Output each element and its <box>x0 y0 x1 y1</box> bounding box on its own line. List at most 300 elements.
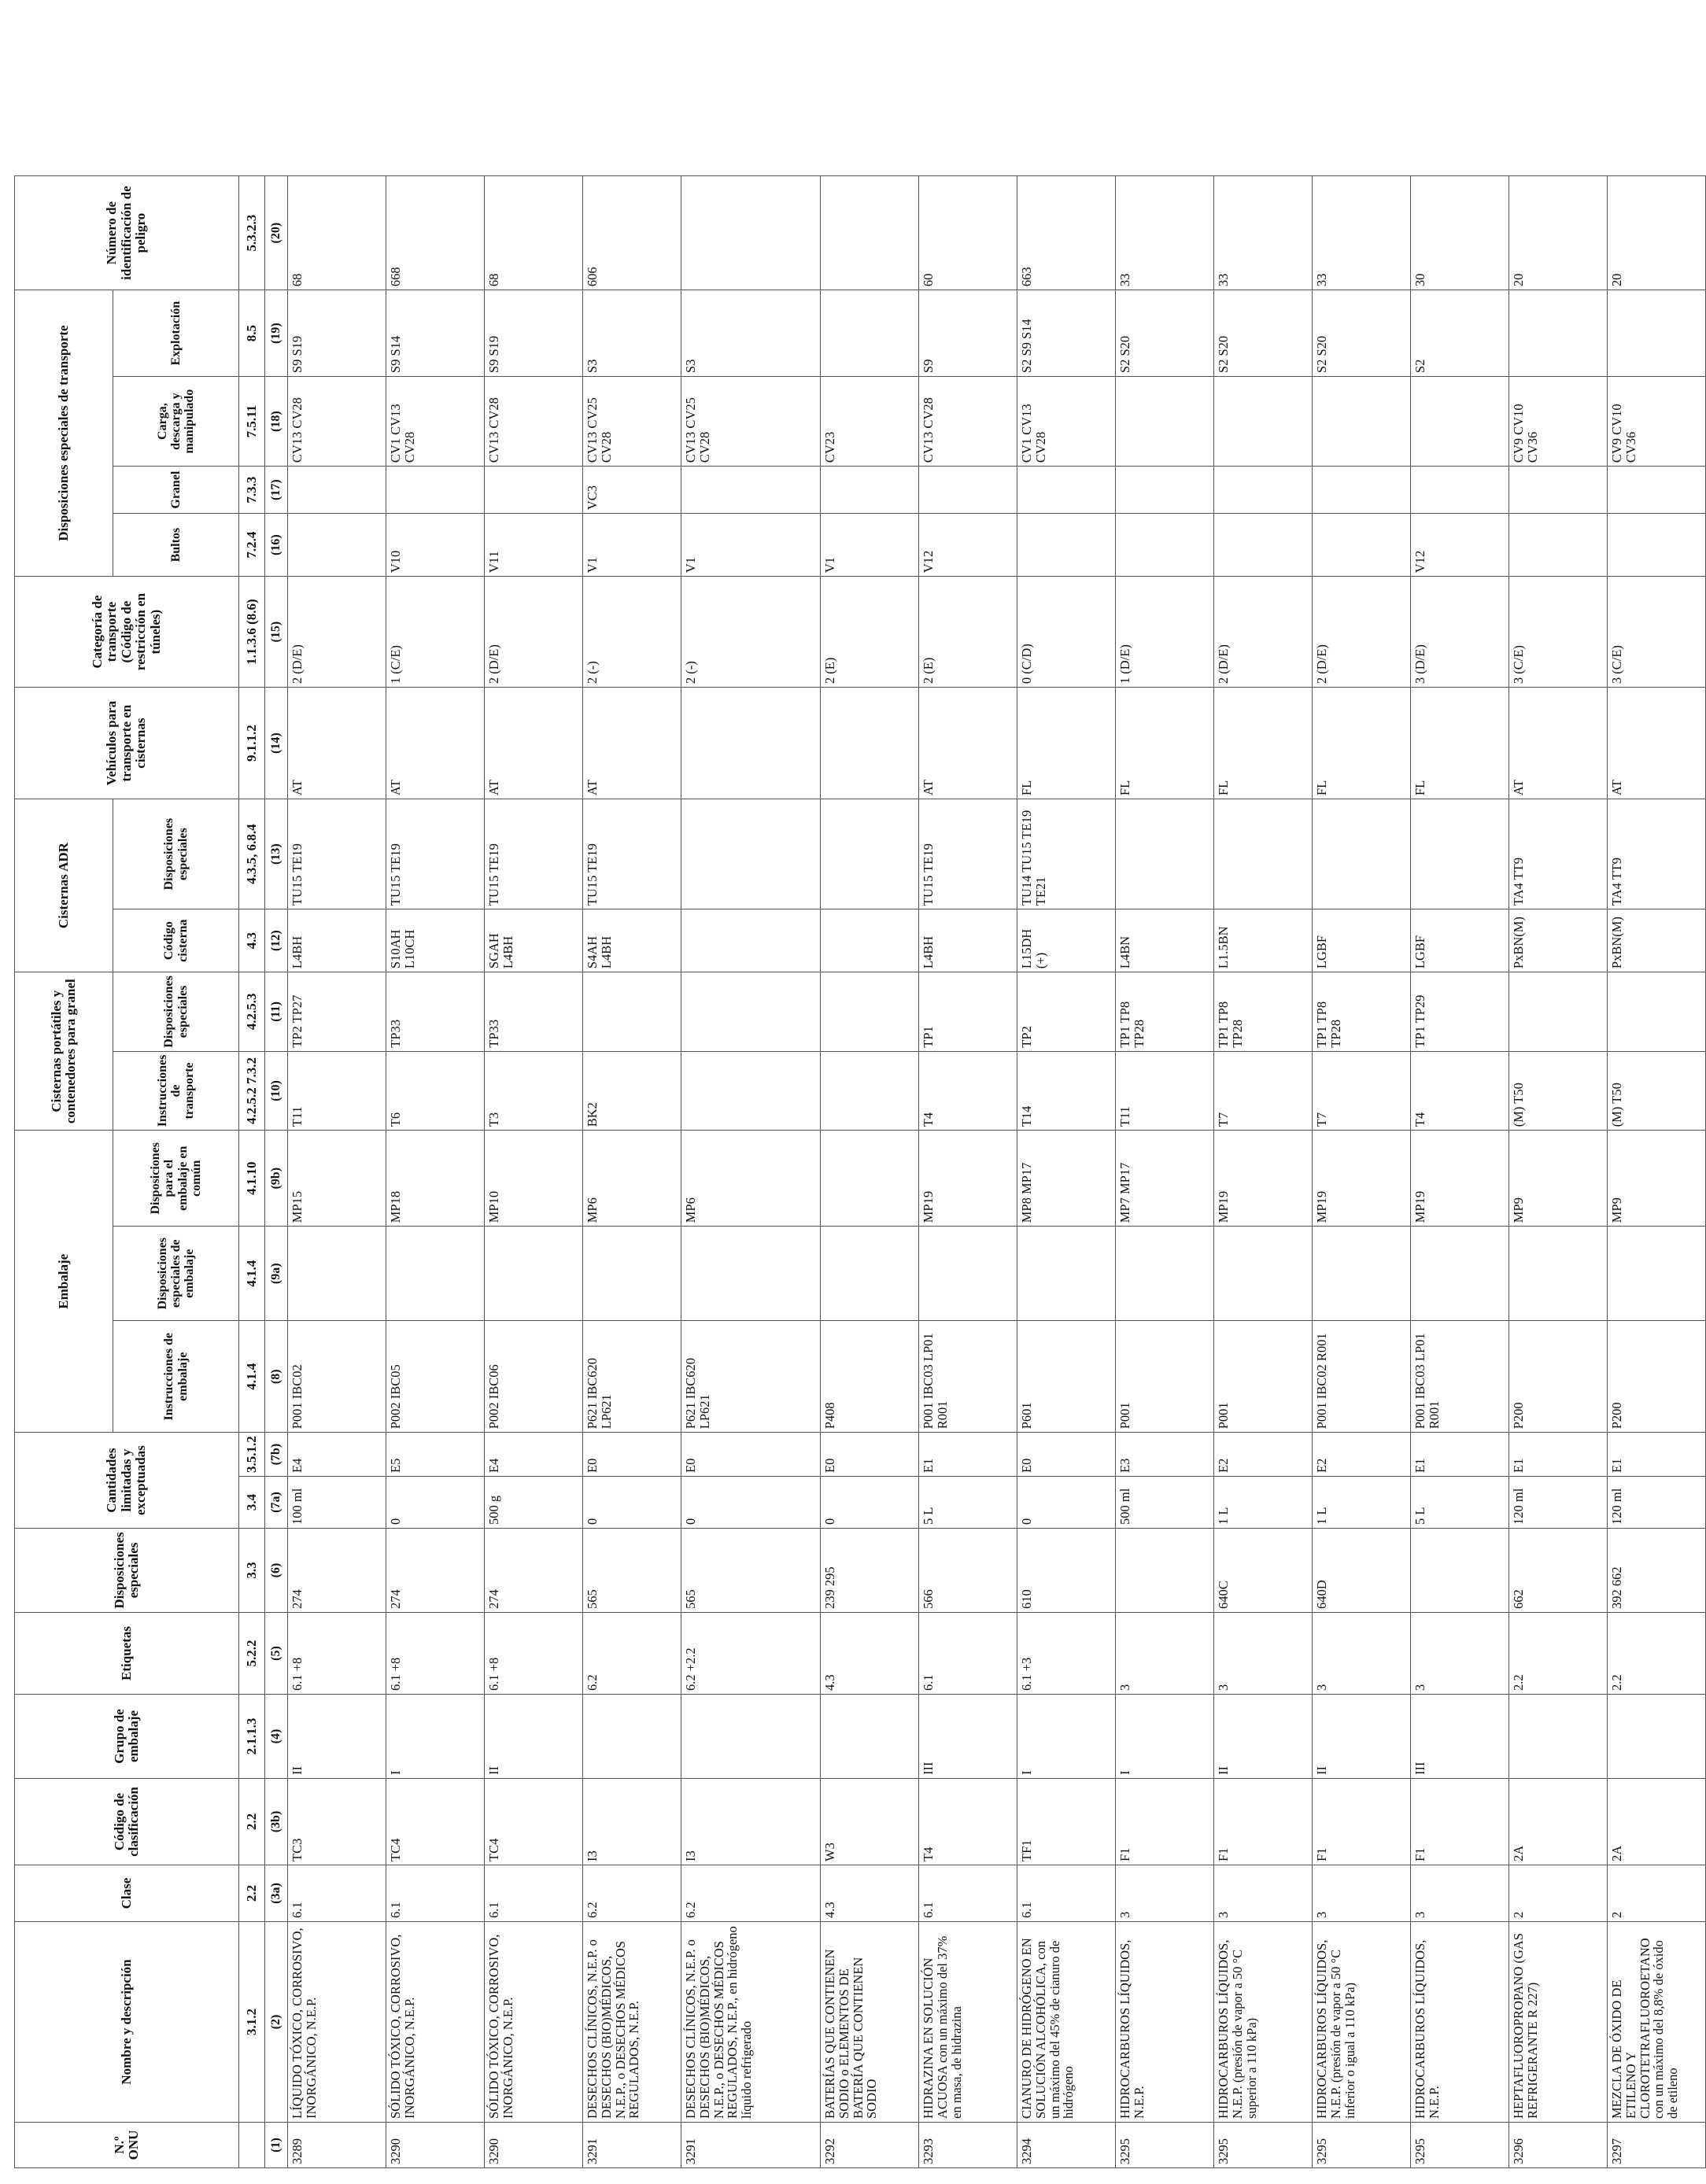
cell-onu: 3296 <box>1509 2123 1608 2168</box>
colnum-cell-onu: (1) <box>265 2123 288 2168</box>
cell-comun: MP18 <box>386 1131 485 1227</box>
cell-comun: MP7 MP17 <box>1116 1131 1214 1227</box>
cell-dispcist <box>1313 799 1411 909</box>
cell-codcist: PxBN(M) <box>1509 909 1608 972</box>
table-row <box>288 176 386 2168</box>
col-header-peligro: Número de identificación de peligro <box>15 176 239 290</box>
cell-exc: E4 <box>485 1433 583 1477</box>
col-header-instrucciones-embalaje: Instrucciones de embalaje <box>113 1321 239 1433</box>
cell-codcist <box>681 909 821 972</box>
cell-instemb: P001 IBC02 R001 <box>1313 1321 1411 1433</box>
cell-granel <box>1411 467 1509 514</box>
cell-carga <box>1214 377 1313 467</box>
cell-bultos: V1 <box>681 514 821 577</box>
cell-lim: 500 ml <box>1116 1477 1214 1529</box>
cell-instemb: P621 IBC620 LP621 <box>583 1321 681 1433</box>
cell-dispcp <box>583 972 681 1052</box>
cell-bultos: V12 <box>919 514 1017 577</box>
cell-grupo: I <box>1017 1695 1116 1779</box>
col-header-vehiculos: Vehículos para transporte en cisternas <box>15 688 239 799</box>
cell-comun: MP19 <box>1411 1131 1509 1227</box>
cell-dispcp <box>821 972 919 1052</box>
cell-codigo: F1 <box>1116 1779 1214 1865</box>
cell-insttr: (M) T50 <box>1509 1051 1608 1131</box>
cell-grupo: I <box>1116 1695 1214 1779</box>
cell-lim: 5 L <box>1411 1477 1509 1529</box>
cell-etiquetas: 6.2 +2.2 <box>681 1613 821 1695</box>
group-header-embalaje: Embalaje <box>15 1131 113 1433</box>
cell-granel <box>1608 467 1706 514</box>
cell-explot <box>821 290 919 377</box>
cell-dispesp: 565 <box>583 1529 681 1613</box>
cell-etiquetas: 6.2 <box>583 1613 681 1695</box>
cell-insttr <box>821 1051 919 1131</box>
cell-insttr: T4 <box>919 1051 1017 1131</box>
cell-bultos: V11 <box>485 514 583 577</box>
cell-clase: 6.2 <box>583 1865 681 1922</box>
cell-carga: CV13 CV28 <box>919 377 1017 467</box>
cell-etiquetas: 6.1 +3 <box>1017 1613 1116 1695</box>
cell-dispemb <box>288 1227 386 1321</box>
cell-insttr: T7 <box>1313 1051 1411 1131</box>
cell-vehic: AT <box>1509 688 1608 799</box>
cell-dispesp: 662 <box>1509 1529 1608 1613</box>
cell-bultos <box>288 514 386 577</box>
cell-granel <box>288 467 386 514</box>
cell-codcist: S4AH L4BH <box>583 909 681 972</box>
reference-row <box>239 176 265 2168</box>
cell-categ: 3 (C/E) <box>1608 577 1706 688</box>
cell-etiquetas: 6.1 +8 <box>485 1613 583 1695</box>
cell-etiquetas: 2.2 <box>1509 1613 1608 1695</box>
cell-insttr: (M) T50 <box>1608 1051 1706 1131</box>
colnum-cell-exc: (7b) <box>265 1433 288 1477</box>
cell-codcist: L15DH (+) <box>1017 909 1116 972</box>
cell-explot: S9 <box>919 290 1017 377</box>
ref-cell-codcist: 4.3 <box>239 909 265 972</box>
cell-bultos <box>1313 514 1411 577</box>
cell-onu: 3293 <box>919 2123 1017 2168</box>
cell-vehic: AT <box>288 688 386 799</box>
table-row <box>919 176 1017 2168</box>
group-header-cisternas-adr: Cisternas ADR <box>15 799 113 972</box>
cell-dispcist: TA4 TT9 <box>1509 799 1608 909</box>
cell-dispesp: 392 662 <box>1608 1529 1706 1613</box>
cell-bultos <box>1214 514 1313 577</box>
cell-lim: 0 <box>681 1477 821 1529</box>
cell-bultos: V10 <box>386 514 485 577</box>
cell-nombre: MEZCLA DE ÓXIDO DE ETILENO Y CLOROTETRAFLUOROETANO con un máximo del 8,8% de óxido de etileno <box>1608 1922 1706 2123</box>
cell-dispcp <box>1509 972 1608 1052</box>
cell-dispemb <box>681 1227 821 1321</box>
cell-codigo: TC4 <box>485 1779 583 1865</box>
cell-grupo <box>1608 1695 1706 1779</box>
cell-carga: CV23 <box>821 377 919 467</box>
cell-peligro: 668 <box>386 176 485 290</box>
cell-peligro: 20 <box>1509 176 1608 290</box>
cell-lim: 0 <box>386 1477 485 1529</box>
cell-codigo: T4 <box>919 1779 1017 1865</box>
cell-peligro: 33 <box>1116 176 1214 290</box>
col-header-codigo-cisterna: Código cisterna <box>113 909 239 972</box>
cell-etiquetas: 3 <box>1313 1613 1411 1695</box>
cell-instemb: P621 IBC620 LP621 <box>681 1321 821 1433</box>
cell-carga <box>1411 377 1509 467</box>
cell-categ: 2 (D/E) <box>288 577 386 688</box>
cell-dispcp: TP2 TP27 <box>288 972 386 1052</box>
cell-granel <box>1214 467 1313 514</box>
cell-dispesp <box>1411 1529 1509 1613</box>
cell-lim: 120 ml <box>1608 1477 1706 1529</box>
ref-cell-grupo: 2.1.1.3 <box>239 1695 265 1779</box>
cell-etiquetas: 3 <box>1214 1613 1313 1695</box>
cell-vehic: FL <box>1214 688 1313 799</box>
cell-nombre: DESECHOS CLÍNICOS, N.E.P. o DESECHOS (BIO)MÉDICOS, N.E.P., o DESECHOS MÉDICOS REGULADOS, N.E.P., en hidrógeno líquido refrigerado <box>681 1922 821 2123</box>
cell-exc: E5 <box>386 1433 485 1477</box>
cell-insttr: T6 <box>386 1051 485 1131</box>
cell-nombre: HIDRAZINA EN SOLUCIÓN ACUOSA con un máximo del 37% en masa, de hidrazina <box>919 1922 1017 2123</box>
cell-vehic: AT <box>583 688 681 799</box>
cell-lim: 100 ml <box>288 1477 386 1529</box>
cell-dispesp: 640C <box>1214 1529 1313 1613</box>
cell-vehic: FL <box>1017 688 1116 799</box>
column-number-row <box>265 176 288 2168</box>
cell-vehic: AT <box>1608 688 1706 799</box>
cell-clase: 6.1 <box>485 1865 583 1922</box>
cell-explot: S3 <box>583 290 681 377</box>
cell-granel <box>821 467 919 514</box>
colnum-cell-dispcp: (11) <box>265 972 288 1052</box>
cell-categ: 1 (D/E) <box>1116 577 1214 688</box>
cell-nombre: HIDROCARBUROS LÍQUIDOS, N.E.P. (presión de vapor a 50 °C superior a 110 kPa) <box>1214 1922 1313 2123</box>
cell-clase: 4.3 <box>821 1865 919 1922</box>
cell-clase: 6.1 <box>1017 1865 1116 1922</box>
cell-onu: 3295 <box>1411 2123 1509 2168</box>
ref-cell-dispemb: 4.1.4 <box>239 1227 265 1321</box>
cell-grupo <box>821 1695 919 1779</box>
cell-nombre: SÓLIDO TÓXICO, CORROSIVO, INORGÁNICO, N.E.P. <box>485 1922 583 2123</box>
table-row <box>1608 176 1706 2168</box>
cell-dispesp: 610 <box>1017 1529 1116 1613</box>
ref-cell-explot: 8.5 <box>239 290 265 377</box>
cell-lim: 0 <box>1017 1477 1116 1529</box>
cell-codigo: I3 <box>681 1779 821 1865</box>
cell-exc: E1 <box>1608 1433 1706 1477</box>
cell-etiquetas: 3 <box>1116 1613 1214 1695</box>
col-header-codigo: Código de clasificación <box>15 1779 239 1865</box>
cell-nombre: BATERÍAS QUE CONTIENEN SODIO o ELEMENTOS DE BATERÍA QUE CONTIENEN SODIO <box>821 1922 919 2123</box>
table-row <box>1017 176 1116 2168</box>
cell-granel: VC3 <box>583 467 681 514</box>
colnum-cell-comun: (9b) <box>265 1131 288 1227</box>
colnum-cell-peligro: (20) <box>265 176 288 290</box>
cell-comun: MP9 <box>1608 1131 1706 1227</box>
colnum-cell-codigo: (3b) <box>265 1779 288 1865</box>
cell-etiquetas: 6.1 <box>919 1613 1017 1695</box>
cell-clase: 6.2 <box>681 1865 821 1922</box>
cell-nombre: LÍQUIDO TÓXICO, CORROSIVO, INORGÁNICO, N.E.P. <box>288 1922 386 2123</box>
cell-codcist: L4BH <box>919 909 1017 972</box>
colnum-cell-vehic: (14) <box>265 688 288 799</box>
cell-nombre: CIANURO DE HIDRÓGENO EN SOLUCIÓN ALCOHÓLICA, con un máximo del 45% de cianuro de hidrógeno <box>1017 1922 1116 2123</box>
cell-dispesp: 565 <box>681 1529 821 1613</box>
cell-codigo: TF1 <box>1017 1779 1116 1865</box>
cell-comun: MP9 <box>1509 1131 1608 1227</box>
col-header-cantidades: Cantidades limitadas y exceptuadas <box>15 1433 239 1529</box>
cell-codcist: SGAH L4BH <box>485 909 583 972</box>
cell-codigo: 2A <box>1608 1779 1706 1865</box>
table-row <box>821 176 919 2168</box>
cell-lim: 120 ml <box>1509 1477 1608 1529</box>
ref-cell-nombre: 3.1.2 <box>239 1922 265 2123</box>
cell-onu: 3290 <box>485 2123 583 2168</box>
cell-dispemb <box>386 1227 485 1321</box>
cell-grupo: II <box>1313 1695 1411 1779</box>
ref-cell-clase: 2.2 <box>239 1865 265 1922</box>
cell-exc: E1 <box>1509 1433 1608 1477</box>
cell-onu: 3295 <box>1116 2123 1214 2168</box>
cell-dispcist <box>1214 799 1313 909</box>
col-header-disp-esp-embalaje: Disposiciones especiales de embalaje <box>113 1227 239 1321</box>
cell-dispcp: TP33 <box>485 972 583 1052</box>
cell-etiquetas: 3 <box>1411 1613 1509 1695</box>
ref-cell-dispcp: 4.2.5.3 <box>239 972 265 1052</box>
cell-vehic: AT <box>919 688 1017 799</box>
colnum-cell-dispesp: (6) <box>265 1529 288 1613</box>
colnum-cell-dispemb: (9a) <box>265 1227 288 1321</box>
cell-dispesp: 566 <box>919 1529 1017 1613</box>
cell-instemb: P001 IBC02 <box>288 1321 386 1433</box>
cell-bultos: V12 <box>1411 514 1509 577</box>
cell-carga <box>1313 377 1411 467</box>
cell-dispcp: TP1 TP8 TP28 <box>1214 972 1313 1052</box>
cell-onu: 3295 <box>1214 2123 1313 2168</box>
cell-dispcist: TU15 TE19 <box>919 799 1017 909</box>
cell-clase: 3 <box>1411 1865 1509 1922</box>
cell-lim: 1 L <box>1313 1477 1411 1529</box>
cell-explot <box>1608 290 1706 377</box>
cell-exc: E1 <box>1411 1433 1509 1477</box>
cell-exc: E0 <box>681 1433 821 1477</box>
col-header-grupo: Grupo de embalaje <box>15 1695 239 1779</box>
cell-dispcist <box>821 799 919 909</box>
cell-exc: E0 <box>821 1433 919 1477</box>
colnum-cell-instemb: (8) <box>265 1321 288 1433</box>
cell-vehic: AT <box>485 688 583 799</box>
cell-instemb: P001 <box>1116 1321 1214 1433</box>
cell-insttr <box>681 1051 821 1131</box>
colnum-cell-categ: (15) <box>265 577 288 688</box>
cell-carga <box>1116 377 1214 467</box>
cell-dispcp: TP1 TP29 <box>1411 972 1509 1052</box>
cell-vehic: AT <box>386 688 485 799</box>
cell-granel <box>1509 467 1608 514</box>
cell-comun: MP10 <box>485 1131 583 1227</box>
cell-codigo: F1 <box>1411 1779 1509 1865</box>
cell-carga: CV13 CV28 <box>485 377 583 467</box>
cell-instemb: P001 <box>1214 1321 1313 1433</box>
cell-categ: 3 (C/E) <box>1509 577 1608 688</box>
col-header-categoria: Categoría de transporte (Código de restricción en túneles) <box>15 577 239 688</box>
col-header-onu: N.º ONU <box>15 2123 239 2168</box>
cell-nombre: HIDROCARBUROS LÍQUIDOS, N.E.P. <box>1411 1922 1509 2123</box>
cell-dispcp: TP33 <box>386 972 485 1052</box>
cell-clase: 3 <box>1214 1865 1313 1922</box>
cell-codcist: L4BN <box>1116 909 1214 972</box>
cell-onu: 3289 <box>288 2123 386 2168</box>
cell-granel <box>1116 467 1214 514</box>
cell-insttr: T4 <box>1411 1051 1509 1131</box>
ref-cell-categ: 1.1.3.6 (8.6) <box>239 577 265 688</box>
cell-comun: MP6 <box>681 1131 821 1227</box>
cell-dispesp: 274 <box>386 1529 485 1613</box>
table-row <box>1214 176 1313 2168</box>
col-header-instrucciones-transporte: Instrucciones de transporte <box>113 1051 239 1131</box>
cell-etiquetas: 6.1 +8 <box>386 1613 485 1695</box>
cell-dispemb <box>583 1227 681 1321</box>
cell-dispcp: TP2 <box>1017 972 1116 1052</box>
cell-grupo: III <box>919 1695 1017 1779</box>
colnum-cell-granel: (17) <box>265 467 288 514</box>
cell-grupo: II <box>288 1695 386 1779</box>
cell-dispemb <box>1411 1227 1509 1321</box>
cell-exc: E4 <box>288 1433 386 1477</box>
cell-grupo: III <box>1411 1695 1509 1779</box>
cell-dispcp <box>681 972 821 1052</box>
col-header-disp-esp-cp: Disposiciones especiales <box>113 972 239 1052</box>
cell-exc: E0 <box>1017 1433 1116 1477</box>
cell-onu: 3291 <box>681 2123 821 2168</box>
cell-codcist: LGBF <box>1411 909 1509 972</box>
cell-insttr: T11 <box>1116 1051 1214 1131</box>
cell-comun: MP19 <box>1214 1131 1313 1227</box>
cell-exc: E2 <box>1313 1433 1411 1477</box>
cell-etiquetas: 4.3 <box>821 1613 919 1695</box>
colnum-cell-dispcist: (13) <box>265 799 288 909</box>
cell-nombre: DESECHOS CLÍNICOS, N.E.P. o DESECHOS (BIO)MÉDICOS, N.E.P., o DESECHOS MÉDICOS REGULADOS, N.E.P. <box>583 1922 681 2123</box>
cell-dispcp <box>1608 972 1706 1052</box>
cell-insttr: T14 <box>1017 1051 1116 1131</box>
cell-codcist: L4BH <box>288 909 386 972</box>
table-row <box>386 176 485 2168</box>
cell-dispemb <box>1214 1227 1313 1321</box>
cell-vehic: FL <box>1116 688 1214 799</box>
cell-instemb: P408 <box>821 1321 919 1433</box>
group-header-cisternas-portatiles: Cisternas portátiles y contenedores para granel <box>15 972 113 1131</box>
cell-carga: CV9 CV10 CV36 <box>1509 377 1608 467</box>
cell-nombre: SÓLIDO TÓXICO, CORROSIVO, INORGÁNICO, N.E.P. <box>386 1922 485 2123</box>
cell-comun: MP19 <box>1313 1131 1411 1227</box>
cell-codcist: PxBN(M) <box>1608 909 1706 972</box>
cell-clase: 6.1 <box>386 1865 485 1922</box>
cell-bultos <box>1116 514 1214 577</box>
cell-granel <box>386 467 485 514</box>
cell-dispcist <box>1116 799 1214 909</box>
cell-codigo: F1 <box>1214 1779 1313 1865</box>
ref-cell-onu <box>239 2123 265 2168</box>
cell-instemb: P001 IBC03 LP01 R001 <box>1411 1321 1509 1433</box>
cell-clase: 2 <box>1509 1865 1608 1922</box>
cell-comun: MP8 MP17 <box>1017 1131 1116 1227</box>
table-row <box>583 176 681 2168</box>
cell-dispesp <box>1116 1529 1214 1613</box>
cell-insttr: T3 <box>485 1051 583 1131</box>
cell-codigo: W3 <box>821 1779 919 1865</box>
cell-bultos: V1 <box>583 514 681 577</box>
colnum-cell-insttr: (10) <box>265 1051 288 1131</box>
cell-categ: 2 (E) <box>821 577 919 688</box>
cell-grupo <box>1509 1695 1608 1779</box>
cell-lim: 1 L <box>1214 1477 1313 1529</box>
cell-peligro: 68 <box>288 176 386 290</box>
cell-clase: 3 <box>1313 1865 1411 1922</box>
cell-instemb: P002 IBC05 <box>386 1321 485 1433</box>
cell-carga: CV9 CV10 CV36 <box>1608 377 1706 467</box>
cell-dispemb <box>821 1227 919 1321</box>
cell-comun: MP19 <box>919 1131 1017 1227</box>
cell-explot: S2 S9 S14 <box>1017 290 1116 377</box>
cell-grupo: II <box>1214 1695 1313 1779</box>
cell-instemb: P001 IBC03 LP01 R001 <box>919 1321 1017 1433</box>
cell-explot: S2 S20 <box>1313 290 1411 377</box>
cell-dispemb <box>1313 1227 1411 1321</box>
cell-comun <box>821 1131 919 1227</box>
cell-dispemb <box>1116 1227 1214 1321</box>
cell-dispcist: TU15 TE19 <box>288 799 386 909</box>
cell-dispcist: TU15 TE19 <box>583 799 681 909</box>
cell-dispcist: TA4 TT9 <box>1608 799 1706 909</box>
cell-carga: CV13 CV28 <box>288 377 386 467</box>
cell-insttr: T11 <box>288 1051 386 1131</box>
cell-explot: S2 S20 <box>1214 290 1313 377</box>
cell-explot: S9 S19 <box>485 290 583 377</box>
cell-dispesp: 274 <box>288 1529 386 1613</box>
cell-exc: E3 <box>1116 1433 1214 1477</box>
cell-peligro: 606 <box>583 176 681 290</box>
adr-dangerous-goods-table <box>14 175 1706 2168</box>
table-body <box>288 176 1706 2168</box>
cell-exc: E1 <box>919 1433 1017 1477</box>
table-row <box>1411 176 1509 2168</box>
cell-bultos <box>1509 514 1608 577</box>
cell-comun: MP6 <box>583 1131 681 1227</box>
cell-insttr: BK2 <box>583 1051 681 1131</box>
cell-insttr: T7 <box>1214 1051 1313 1131</box>
cell-instemb: P002 IBC06 <box>485 1321 583 1433</box>
colnum-cell-codcist: (12) <box>265 909 288 972</box>
cell-codigo: 2A <box>1509 1779 1608 1865</box>
cell-peligro: 60 <box>919 176 1017 290</box>
col-header-carga: Carga, descarga y manipulado <box>113 377 239 467</box>
cell-categ: 3 (D/E) <box>1411 577 1509 688</box>
ref-cell-insttr: 4.2.5.2 7.3.2 <box>239 1051 265 1131</box>
col-header-disp-esp-cisterna: Disposiciones especiales <box>113 799 239 909</box>
cell-nombre: HIDROCARBUROS LÍQUIDOS, N.E.P. (presión de vapor a 50 °C inferior o igual a 110 kPa) <box>1313 1922 1411 2123</box>
cell-carga: CV1 CV13 CV28 <box>1017 377 1116 467</box>
cell-categ: 2 (D/E) <box>1313 577 1411 688</box>
cell-dispesp: 239 295 <box>821 1529 919 1613</box>
cell-carga: CV13 CV25 CV28 <box>681 377 821 467</box>
cell-dispemb <box>1509 1227 1608 1321</box>
ref-cell-granel: 7.3.3 <box>239 467 265 514</box>
cell-onu: 3294 <box>1017 2123 1116 2168</box>
cell-peligro: 663 <box>1017 176 1116 290</box>
cell-onu: 3291 <box>583 2123 681 2168</box>
ref-cell-dispcist: 4.3.5, 6.8.4 <box>239 799 265 909</box>
cell-dispcist <box>1411 799 1509 909</box>
cell-lim: 5 L <box>919 1477 1017 1529</box>
cell-codigo: F1 <box>1313 1779 1411 1865</box>
